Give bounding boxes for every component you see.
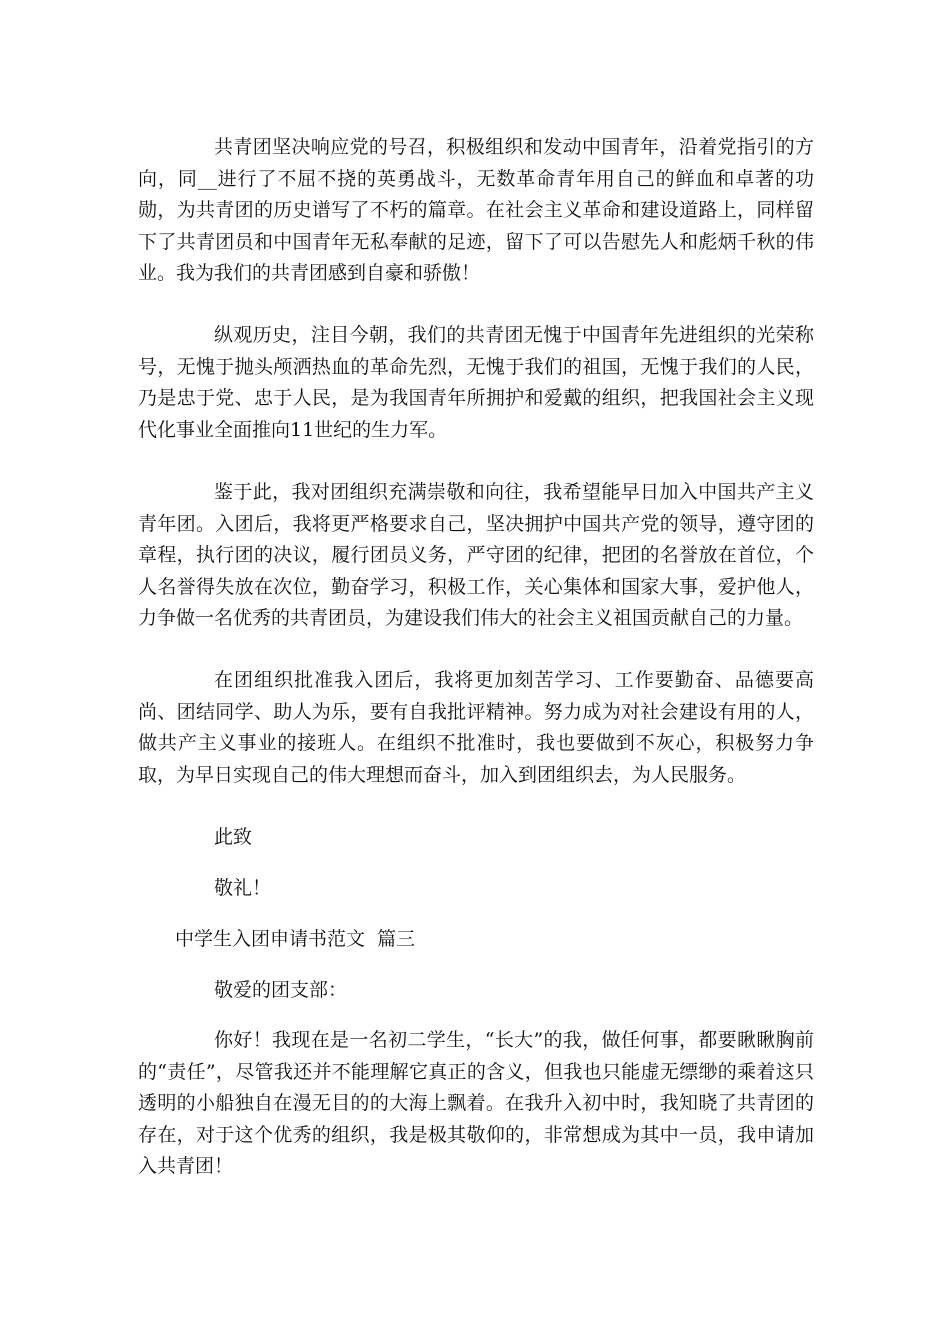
paragraph-3: 鉴于此，我对团组织充满崇敬和向往，我希望能早日加入中国共产主义青年团。入团后，我将更严格要求自己，坚决拥护中国共产党的领导，遵守团的章程，执行团的决议，履行团员义务，严守团的纪律，把团的名誉放在首位，个人名誉得失放在次位，勤奋学习，积极工作，关心集体和国家大事，爱护他人，力争做一名优秀的共青团员，为建设我们伟大的社会主义祖国贡献自己的力量。 (138, 481, 814, 629)
closing-ci-zhi: 此致 (214, 826, 253, 848)
paragraph-2: 纵观历史，注目今朝，我们的共青团无愧于中国青年先进组织的光荣称号，无愧于抛头颅洒热血的革命先烈，无愧于我们的祖国，无愧于我们的人民，乃是忠于党、忠于人民，是为我国青年所拥护和爱戴的组织，把我国社会主义现代化事业全面推向11世纪的生力军。 (138, 324, 814, 441)
salutation: 敬爱的团支部： (214, 979, 348, 1001)
closing-jing-li: 敬礼！ (214, 877, 272, 899)
paragraph-1: 共青团坚决响应党的号召，积极组织和发动中国青年，沿着党指引的方向，同__进行了不屈不挠的英勇战斗，无数革命青年用自己的鲜血和卓著的功勋，为共青团的历史谱写了不朽的篇章。在社会主义革命和建设道路上，同样留下了共青团员和中国青年无私奉献的足迹，留下了可以告慰先人和彪炳千秋的伟业。我为我们的共青团感到自豪和骄傲！ (138, 136, 814, 284)
section-title: 中学生入团申请书范文 篇三 (175, 928, 416, 950)
paragraph-5: 你好！我现在是一名初二学生，“长大”的我，做任何事，都要瞅瞅胸前的“责任”，尽管我还并不能理解它真正的含义，但我也只能虚无缥缈的乘着这只透明的小船独自在漫无目的的大海上飘着。在我升入初中时，我知晓了共青团的存在，对于这个优秀的组织，我是极其敬仰的，非常想成为其中一员，我申请加入共青团！ (138, 1029, 814, 1177)
paragraph-4: 在团组织批准我入团后，我将更加刻苦学习、工作要勤奋、品德要高尚、团结同学、助人为乐，要有自我批评精神。努力成为对社会建设有用的人，做共产主义事业的接班人。在组织不批准时，我也要做到不灰心，积极努力争取，为早日实现自己的伟大理想而奋斗，加入到团组织去，为人民服务。 (138, 669, 814, 786)
